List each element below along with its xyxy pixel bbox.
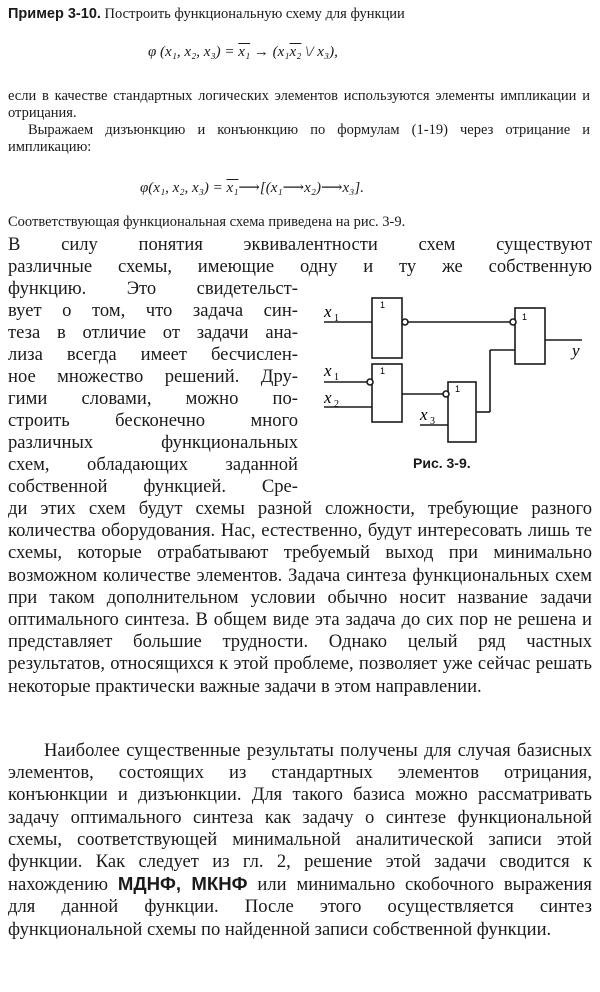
example-heading: Пример 3-10. xyxy=(8,6,101,22)
formula-1-neg-x2: x₂ xyxy=(289,44,302,60)
formula-2 xyxy=(140,178,364,197)
output-y: y xyxy=(572,341,580,360)
formula-1 xyxy=(148,44,338,61)
para4-line-8: гими словами, можно по- xyxy=(8,388,298,409)
figure-caption: Рис. 3-9. xyxy=(413,455,471,471)
input-x3: x xyxy=(420,405,428,424)
input-x2-sub: 2 xyxy=(334,399,339,410)
paragraph-1: если в качестве стандартных логических элементов используются элементы импликации и отрицания. xyxy=(8,88,590,121)
para4-line-1: В силу понятия эквивалентности схем существуют xyxy=(8,234,592,255)
paragraph-2: Выражаем дизъюнкцию и конъюнкцию по формулам (1-19) через отрицание и импликацию: xyxy=(8,122,590,155)
formula-2-lhs: φ(x₁, x₂, x₃) = xyxy=(140,180,227,196)
gate-1-label: 1 xyxy=(380,300,386,310)
paragraph-4-rest: ди этих схем будут схемы разной сложности, требующие разного количества оборудования. Нас, естественно, будут интересовать лишь те схемы, которые отрабатывают требуемый выход при минимально возможном количестве элементов. Задача синтеза функциональных схем при таком дополнительном условии обычно носит название задачи оптимального синтеза. В общем виде эта задача до сих пор не решена и представляет большие трудности. Однако целый ряд частных результатов, относящихся к этой проблеме, позволяет уже сейчас решать некоторые практически важные задачи в этом направлении. xyxy=(8,498,592,697)
example-task: Построить функциональную схему для функции xyxy=(104,6,405,22)
paragraph-5-end: или минимально скобочного выражения для данной функции. После этого осуществляется синтез функциональной схемы по найденной записи собственной функции. xyxy=(8,874,592,940)
gate-4-inversion xyxy=(510,319,516,325)
para4-line-12: собственной функцией. Сре- xyxy=(8,476,298,497)
formula-1-neg-x1: x₁ xyxy=(238,44,251,60)
gate-2-label: 1 xyxy=(380,366,386,376)
para4-line-3: функцию. Это свидетельст- xyxy=(8,278,298,299)
gate-3-inversion xyxy=(443,391,449,397)
formula-1-end: \/ x₃), xyxy=(301,44,338,60)
para4-line-6: лиза всегда имеет бесчислен- xyxy=(8,344,298,365)
para4-line-5: теза в отличие от задачи ана- xyxy=(8,322,298,343)
paragraph-3: Соответствующая функциональная схема приведена на рис. 3-9. xyxy=(8,214,406,230)
input-x1-top: x xyxy=(324,302,332,321)
para4-line-7: ное множество решений. Дру- xyxy=(8,366,298,387)
gate-4-label: 1 xyxy=(522,312,528,322)
para4-line-11: схем, обладающих заданной xyxy=(8,454,298,475)
formula-1-lhs: φ (x₁, x₂, x₃) = xyxy=(148,44,239,60)
gate-1 xyxy=(372,298,402,358)
gate-2-inversion xyxy=(367,379,373,385)
paragraph-5 xyxy=(8,740,592,941)
gate-2 xyxy=(372,364,402,422)
para4-line-10: различных функциональных xyxy=(8,432,298,453)
formula-1-rhs: → (x₁ xyxy=(250,44,290,60)
gate-3-label: 1 xyxy=(455,384,461,394)
gate-1-inversion xyxy=(402,319,408,325)
input-x1-mid: x xyxy=(324,361,332,380)
input-x2: x xyxy=(324,388,332,407)
gate-4 xyxy=(515,308,545,364)
paragraph-5-bold: МДНФ, МКНФ xyxy=(117,873,248,895)
formula-2-neg-x1: x₁ xyxy=(226,180,239,196)
formula-2-rhs: ⟶[(x₁⟶x₂)⟶x₃]. xyxy=(238,180,364,196)
para4-line-9: строить бесконечно много xyxy=(8,410,298,431)
paragraph-5-text: Наиболее существенные результаты получены для случая базисных элементов, состоящих из стандартных элементов отрицания, конъюнкции и дизъюнкции. Для такого базиса можно рассматривать задачу оптимального синтеза как задачу о синтезе функциональной схемы, соответствующей минимальной аналитической записи этой функции. Как следует из гл. 2, решение этой задачи сводится к нахождению xyxy=(8,740,592,896)
input-x1-top-sub: 1 xyxy=(334,313,339,324)
para4-line-4: вует о том, что задача син- xyxy=(8,300,298,321)
para4-line-2: различные схемы, имеющие одну и ту же собственную xyxy=(8,256,592,277)
gate-3 xyxy=(448,382,476,442)
input-x1-mid-sub: 1 xyxy=(334,372,339,383)
example-header xyxy=(8,6,590,23)
figure-3-9-circuit xyxy=(310,290,592,460)
input-x3-sub: 3 xyxy=(430,416,435,427)
